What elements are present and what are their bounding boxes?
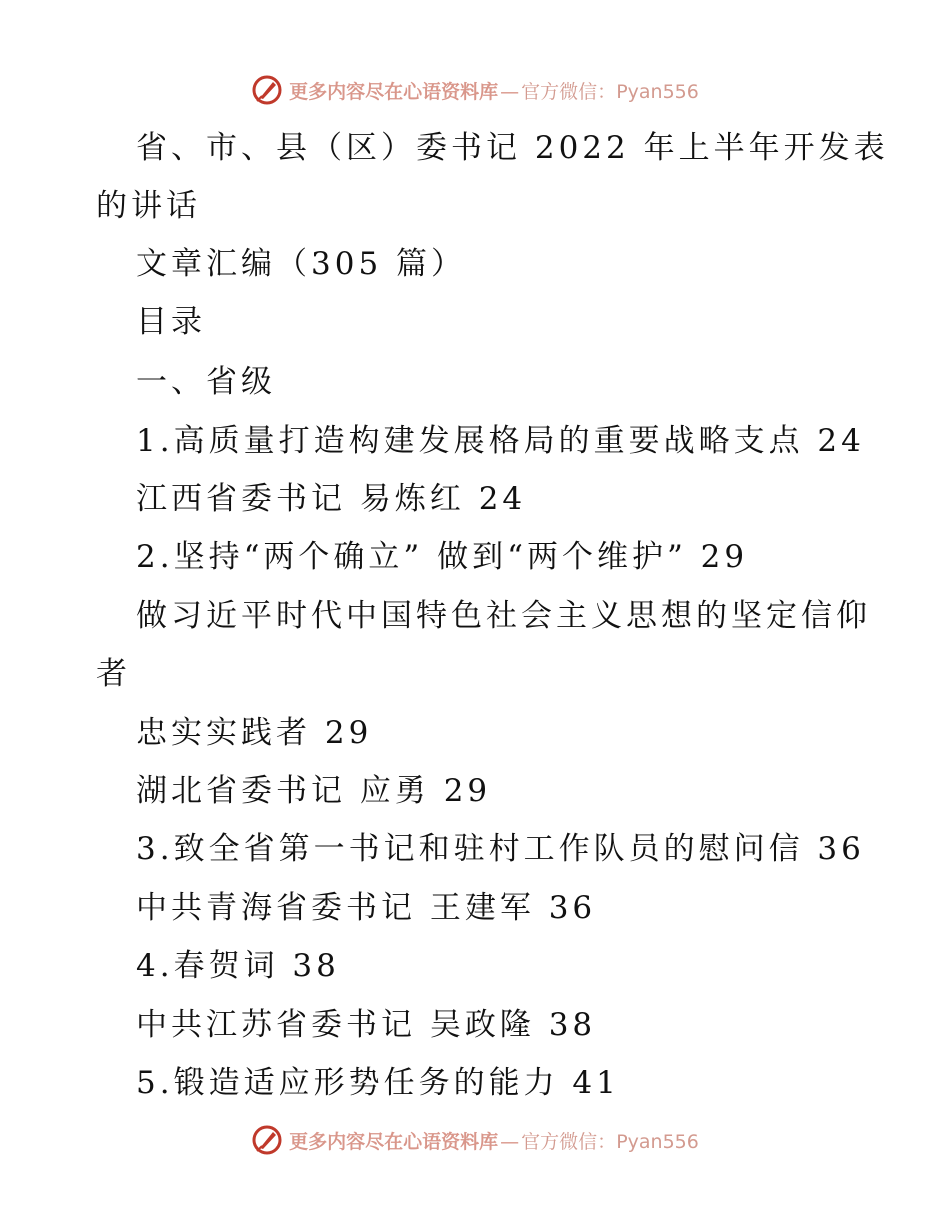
banner-wechat-id: Pyan556 xyxy=(616,1130,699,1153)
toc-entry-2-subtitle-3: 忠实实践者 29 xyxy=(136,715,373,751)
toc-entry-2-title: 2.坚持“两个确立” 做到“两个维护” 29 xyxy=(136,539,749,575)
quill-logo-icon xyxy=(251,74,283,106)
section-heading-provincial: 一、省级 xyxy=(136,364,276,400)
toc-entry-4-title: 4.春贺词 38 xyxy=(136,948,340,984)
toc-entry-1-author: 江西省委书记 易炼红 24 xyxy=(136,481,527,517)
footer-watermark-banner xyxy=(0,1120,950,1160)
toc-entry-5-title: 5.锻造适应形势任务的能力 41 xyxy=(136,1065,620,1101)
toc-entry-3-title: 3.致全省第一书记和驻村工作队员的慰问信 36 xyxy=(136,831,865,867)
toc-entry-2-subtitle-1: 做习近平时代中国特色社会主义思想的坚定信仰 xyxy=(136,598,871,634)
subtitle-line: 文章汇编（305 篇） xyxy=(136,246,467,282)
toc-entry-2-subtitle-2: 者 xyxy=(96,656,131,692)
banner-main-text: 更多内容尽在心语资料库 xyxy=(289,80,499,103)
toc-entry-2-author: 湖北省委书记 应勇 29 xyxy=(136,773,492,809)
title-line-1: 省、市、县（区）委书记 2022 年上半年开发表 xyxy=(136,130,889,166)
banner-wechat-id: Pyan556 xyxy=(616,80,699,103)
banner-official-label: 官方微信： xyxy=(521,80,617,103)
header-watermark-banner xyxy=(0,70,950,110)
quill-logo-icon xyxy=(251,1124,283,1156)
toc-entry-3-author: 中共青海省委书记 王建军 36 xyxy=(136,890,597,926)
banner-text xyxy=(289,77,699,104)
title-line-2: 的讲话 xyxy=(96,188,201,224)
toc-entry-4-author: 中共江苏省委书记 吴政隆 38 xyxy=(136,1007,597,1043)
banner-dash: — xyxy=(500,1130,520,1153)
banner-text xyxy=(289,1127,699,1154)
toc-heading: 目录 xyxy=(136,304,206,340)
toc-entry-1-title: 1.高质量打造构建发展格局的重要战略支点 24 xyxy=(136,423,865,459)
banner-official-label: 官方微信： xyxy=(521,1130,617,1153)
banner-main-text: 更多内容尽在心语资料库 xyxy=(289,1130,499,1153)
banner-dash: — xyxy=(500,80,520,103)
